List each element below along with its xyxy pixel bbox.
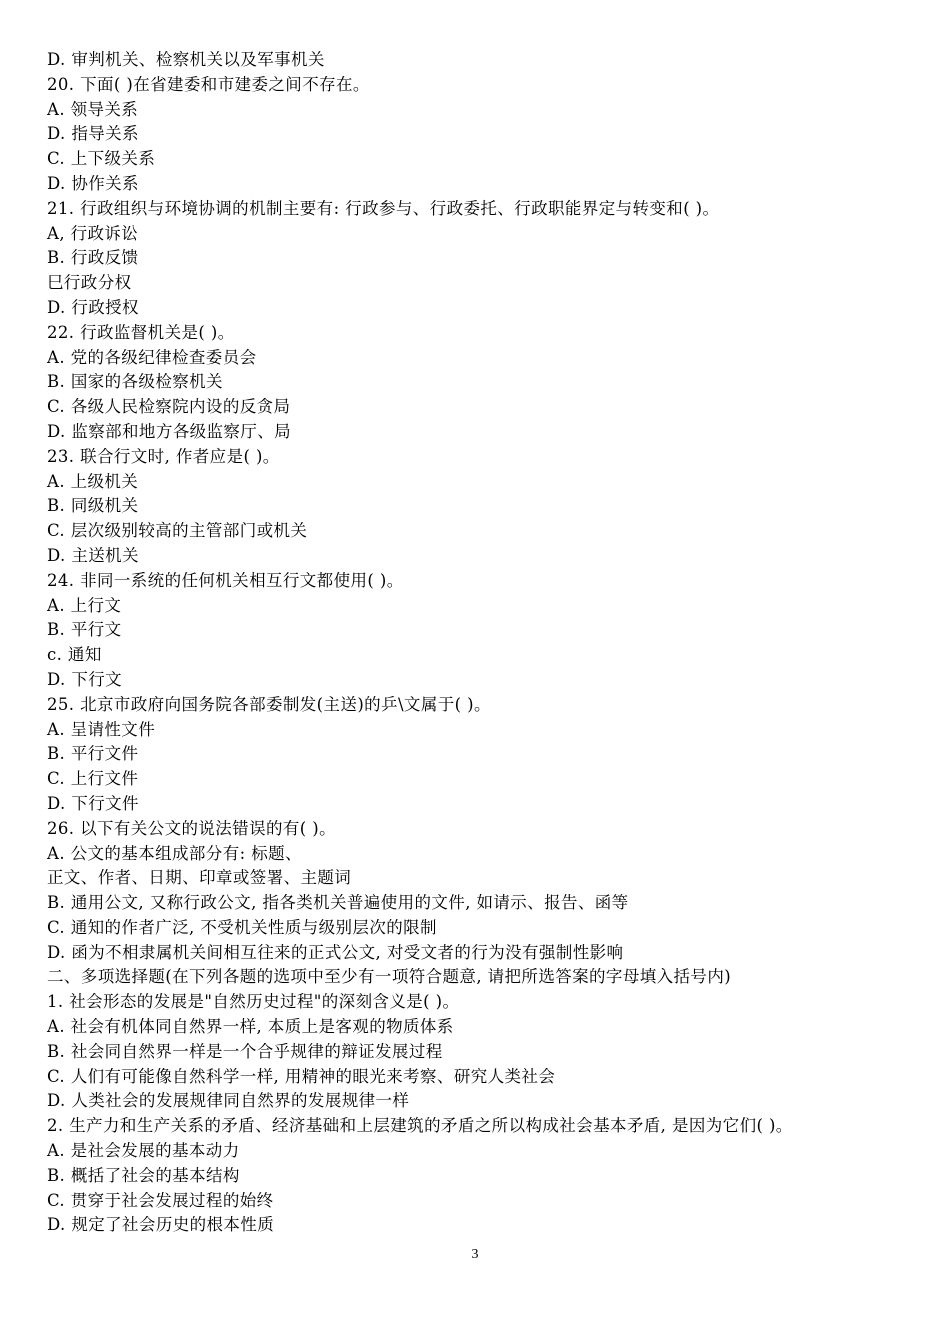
text-line: D. 审判机关、检察机关以及军事机关	[47, 50, 325, 69]
option-line: D. 协作关系	[47, 173, 139, 193]
option-line: D. 指导关系	[47, 124, 139, 144]
option-line: D. 主送机关	[47, 545, 139, 565]
option-line: C. 通知的作者广泛, 不受机关性质与级别层次的限制	[47, 917, 437, 937]
option-line: B. 通用公文, 又称行政公文, 指各类机关普遍使用的文件, 如请示、报告、函等	[47, 893, 629, 913]
option-line: A. 党的各级纪律检查委员会	[47, 347, 257, 367]
option-line: 巳行政分权	[47, 273, 132, 293]
option-line: B. 行政反馈	[47, 248, 139, 268]
option-line: A. 呈请性文件	[47, 719, 156, 739]
option-line: D. 规定了社会历史的根本性质	[47, 1215, 275, 1235]
option-line: D. 函为不相隶属机关间相互往来的正式公文, 对受文者的行为没有强制性影响	[47, 942, 624, 962]
question-23: 23. 联合行文时, 作者应是( )。	[47, 446, 280, 466]
option-line: C. 各级人民检察院内设的反贪局	[47, 397, 291, 417]
question-22: 22. 行政监督机关是( )。	[47, 322, 235, 342]
option-line: D. 下行文	[47, 669, 123, 689]
option-line: C. 上行文件	[47, 769, 139, 789]
option-line: B. 国家的各级检察机关	[47, 372, 223, 392]
option-line: C. 贯穿于社会发展过程的始终	[47, 1190, 274, 1210]
option-line: A. 上级机关	[47, 471, 139, 491]
question-26: 26. 以下有关公文的说法错误的有( )。	[47, 818, 337, 838]
option-line: D. 人类社会的发展规律同自然界的发展规律一样	[47, 1091, 410, 1111]
option-line: A. 领导关系	[47, 99, 139, 119]
option-line: A. 是社会发展的基本动力	[47, 1141, 240, 1161]
option-line: A. 公文的基本组成部分有: 标题、	[47, 843, 302, 863]
option-line: 正文、作者、日期、印章或签署、主题词	[47, 868, 352, 888]
option-line: D. 下行文件	[47, 793, 139, 813]
page-number: 3	[471, 1247, 479, 1262]
question-2: 2. 生产力和生产关系的矛盾、经济基础和上层建筑的矛盾之所以构成社会基本矛盾, 是因为它们( )。	[47, 1116, 793, 1136]
question-24: 24. 非同一系统的任何机关相互行文都使用( )。	[47, 570, 404, 590]
section-heading: 二、多项选择题(在下列各题的选项中至少有一项符合题意, 请把所选答案的字母填入括号内)	[47, 967, 732, 987]
option-line: D. 行政授权	[47, 297, 139, 317]
option-line: B. 概括了社会的基本结构	[47, 1165, 240, 1185]
option-line: C. 人们有可能像自然科学一样, 用精神的眼光来考察、研究人类社会	[47, 1066, 556, 1086]
option-line: A. 上行文	[47, 595, 122, 615]
question-1: 1. 社会形态的发展是"自然历史过程"的深刻含义是( )。	[47, 992, 460, 1012]
option-line: A, 行政诉讼	[47, 223, 139, 243]
option-line: C. 上下级关系	[47, 149, 156, 169]
question-20: 20. 下面( )在省建委和市建委之间不存在。	[47, 74, 370, 94]
option-line: B. 社会同自然界一样是一个合乎规律的辩证发展过程	[47, 1041, 443, 1061]
option-line: D. 监察部和地方各级监察厅、局	[47, 421, 292, 441]
question-21: 21. 行政组织与环境协调的机制主要有: 行政参与、行政委托、行政职能界定与转变和( )。	[47, 198, 720, 218]
option-line: c. 通知	[47, 645, 102, 665]
question-25: 25. 北京市政府向国务院各部委制发(主送)的乒\文属于( )。	[47, 694, 491, 714]
option-line: C. 层次级别较高的主管部门或机关	[47, 521, 308, 541]
option-line: B. 平行文	[47, 620, 122, 640]
document-body	[47, 48, 927, 1238]
option-line: B. 平行文件	[47, 744, 139, 764]
option-line: B. 同级机关	[47, 496, 139, 516]
option-line: A. 社会有机体同自然界一样, 本质上是客观的物质体系	[47, 1017, 454, 1037]
